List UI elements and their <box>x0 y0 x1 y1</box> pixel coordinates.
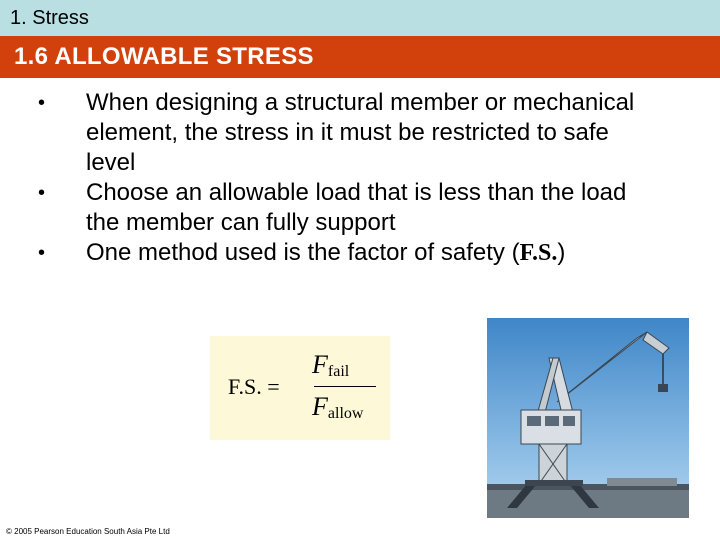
factor-of-safety-abbrev: F.S. <box>519 240 558 266</box>
denominator-subscript: allow <box>327 405 364 422</box>
section-label: 1. Stress <box>10 7 89 29</box>
crane-photo <box>487 318 689 518</box>
slide-title-bar <box>0 36 720 78</box>
bullet-text-after: ) <box>557 239 566 266</box>
numerator-subscript: fail <box>327 363 350 380</box>
bullet-item <box>0 88 646 178</box>
formula-numerator <box>312 350 349 381</box>
bullet-item <box>0 178 646 238</box>
bullet-list <box>0 88 720 268</box>
denominator-symbol: F <box>312 392 328 421</box>
bullet-text: When designing a structural member or mechanical element, the stress in it must be restricted to safe level <box>86 89 635 176</box>
formula-denominator <box>312 392 363 423</box>
bullet-dot-icon: • <box>38 242 46 264</box>
section-header-bar <box>0 0 720 36</box>
factor-of-safety-formula <box>210 336 390 440</box>
bullet-dot-icon: • <box>38 182 46 204</box>
bullet-dot-icon: • <box>38 92 46 114</box>
bullet-text: Choose an allowable load that is less than the load the member can fully support <box>86 179 627 236</box>
slide-title: 1.6 ALLOWABLE STRESS <box>14 43 314 70</box>
numerator-symbol: F <box>312 350 328 379</box>
bullet-item <box>0 238 646 268</box>
formula-lhs: F.S. = <box>228 374 280 399</box>
copyright-notice: © 2005 Pearson Education South Asia Pte Ltd <box>6 527 170 536</box>
bullet-text-before: One method used is the factor of safety ( <box>86 239 520 266</box>
fraction-bar <box>314 386 376 387</box>
